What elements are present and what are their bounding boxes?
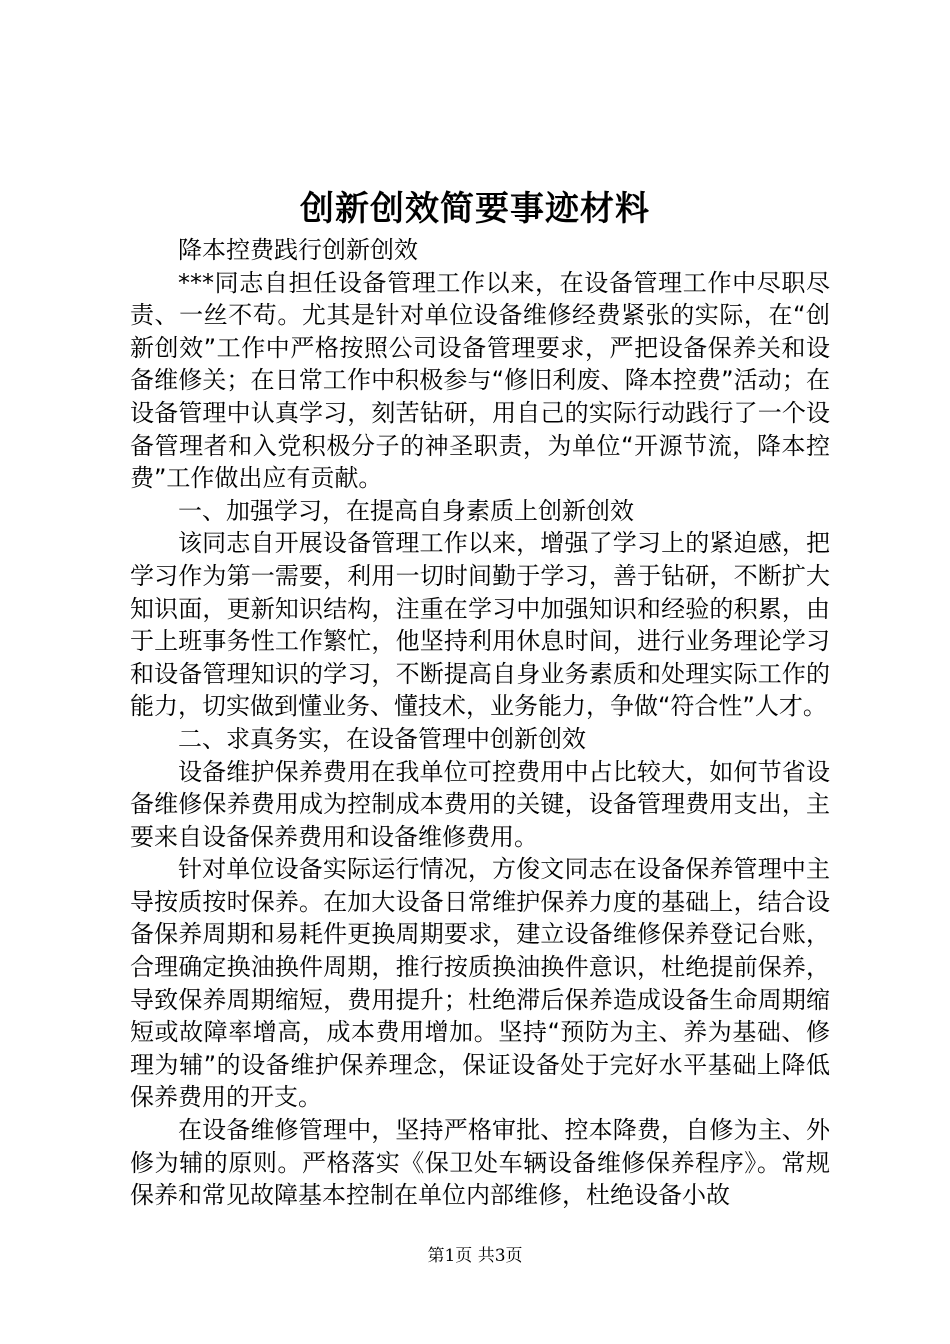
document-title: 创新创效简要事迹材料 xyxy=(300,189,650,229)
section-heading: 一、加强学习，在提高自身素质上创新创效 xyxy=(178,496,634,525)
body-paragraph: 在设备维修管理中，坚持严格审批、控本降费，自修为主、外修为辅的原则。严格落实《保卫处车辆设备维修保养程序》。常规保养和常见故障基本控制在单位内部维修，杜绝设备小故 xyxy=(130,1116,830,1210)
page-footer: 第1页 共3页 xyxy=(427,1246,523,1266)
body-paragraph: 针对单位设备实际运行情况，方俊文同志在设备保养管理中主导按质按时保养。在加大设备日常维护保养力度的基础上，结合设备保养周期和易耗件更换周期要求，建立设备维修保养登记台账，合理确定换油换件周期，推行按质换油换件意识，杜绝提前保养，导致保养周期缩短，费用提升；杜绝滞后保养造成设备生命周期缩短或故障率增高，成本费用增加。坚持“预防为主、养为基础、修理为辅”的设备维护保养理念，保证设备处于完好水平基础上降低保养费用的开支。 xyxy=(130,855,830,1112)
body-paragraph: 该同志自开展设备管理工作以来，增强了学习上的紧迫感，把学习作为第一需要，利用一切时间勤于学习，善于钻研，不断扩大知识面，更新知识结构，注重在学习中加强知识和经验的积累，由于上班事务性工作繁忙，他坚持利用休息时间，进行业务理论学习和设备管理知识的学习，不断提高自身业务素质和处理实际工作的能力，切实做到懂业务、懂技术，业务能力，争做“符合性”人才。 xyxy=(130,529,830,721)
subtitle-paragraph: 降本控费践行创新创效 xyxy=(178,236,418,264)
document-body xyxy=(130,234,830,1212)
section-heading: 二、求真务实，在设备管理中创新创效 xyxy=(178,724,586,753)
body-paragraph: 设备维护保养费用在我单位可控费用中占比较大，如何节省设备维修保养费用成为控制成本费用的关键，设备管理费用支出，主要来自设备保养费用和设备维修费用。 xyxy=(130,757,830,851)
body-paragraph: ***同志自担任设备管理工作以来，在设备管理工作中尽职尽责、一丝不苟。尤其是针对单位设备维修经费紧张的实际，在“创新创效”工作中严格按照公司设备管理要求，严把设备保养关和设备维修关；在日常工作中积极参与“修旧利废、降本控费”活动；在设备管理中认真学习，刻苦钻研，用自己的实际行动践行了一个设备管理者和入党积极分子的神圣职责，为单位“开源节流，降本控费”工作做出应有贡献。 xyxy=(130,268,830,493)
